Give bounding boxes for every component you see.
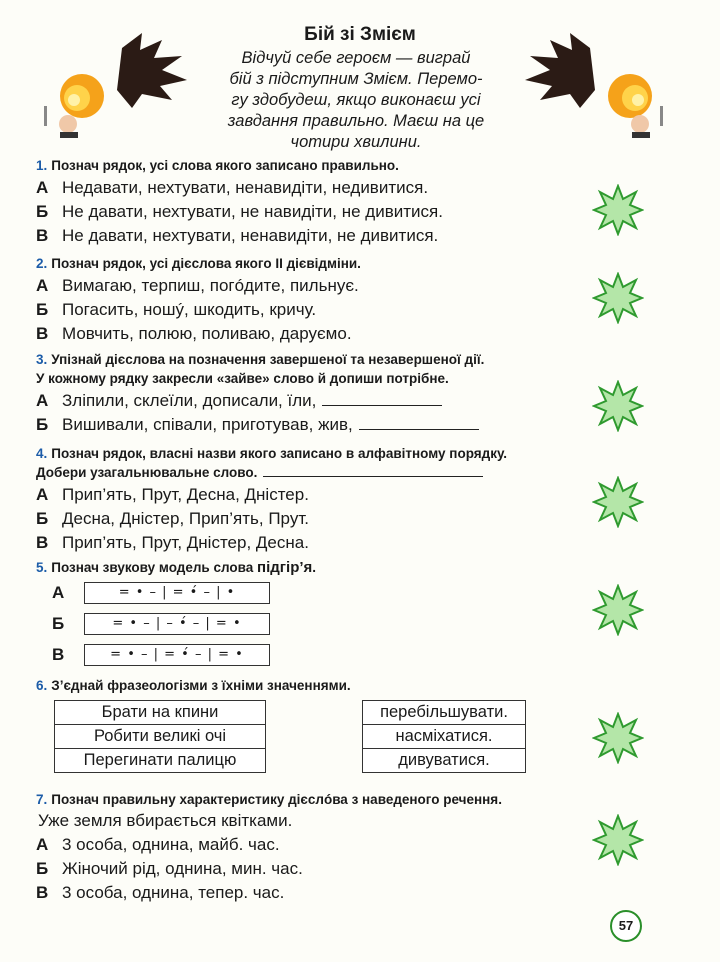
idiom-item[interactable]: Брати на кпини	[54, 700, 266, 725]
sound-model-box: = • – | – •́ – | = •	[84, 613, 270, 635]
meaning-item[interactable]: насміхатися.	[362, 725, 526, 749]
star-burst-icon[interactable]	[592, 712, 644, 764]
task-4	[36, 444, 596, 554]
option-a[interactable]: А 3 особа, однина, майб. час.	[36, 835, 280, 854]
idioms-column	[54, 700, 266, 773]
idiom-item[interactable]: Робити великі очі	[54, 725, 266, 749]
task-heading: 7. Познач правильну характеристику дієслóва з наведеного речення.	[36, 792, 502, 807]
option-c[interactable]: В Мовчить, полюю, поливаю, даруємо.	[36, 324, 352, 343]
star-burst-icon[interactable]	[592, 814, 644, 866]
meaning-item[interactable]: дивуватися.	[362, 749, 526, 773]
task-heading: 3. Упізнай дієслова на позначення завершеної та незавершеної дії.	[36, 352, 485, 367]
task-6	[36, 676, 596, 695]
option-a[interactable]: А Недавати, нехтувати, ненавидіти, недивитися.	[36, 178, 429, 197]
option-b[interactable]: Б Десна, Дністер, Прип’ять, Прут.	[36, 509, 309, 528]
star-burst-icon[interactable]	[592, 272, 644, 324]
task-heading: 1. Познач рядок, усі слова якого записано правильно.	[36, 158, 399, 173]
task-2	[36, 254, 596, 345]
option-c[interactable]: В Не давати, нехтувати, ненавидіти, не дивитися.	[36, 226, 439, 245]
option-a[interactable]: А Прип’ять, Прут, Десна, Дністер.	[36, 485, 309, 504]
task-3	[36, 350, 596, 436]
task-7	[36, 790, 596, 904]
example-sentence: Уже земля вбирається квітками.	[38, 811, 293, 830]
page-title: Бій зі Змієм	[304, 24, 416, 45]
option-b: Б Вишивали, співали, приготував, жив,	[36, 413, 596, 436]
task-5	[36, 558, 596, 577]
task-1	[36, 156, 596, 247]
star-burst-icon[interactable]	[592, 184, 644, 236]
meanings-column	[362, 700, 526, 773]
sound-model-box: = • – | = •́ – | •	[84, 582, 270, 604]
task-heading-line-2: У кожному рядку закресли «зайве» слово й допиши потрібне.	[36, 371, 449, 386]
task-heading: 6. З’єднай фразеологізми з їхніми значеннями.	[36, 678, 351, 693]
sound-model-box: = • – | = •́ – | = •	[84, 644, 270, 666]
intro-text: Відчуй себе героєм — виграй бій з підступним Змієм. Перемо- гу здобудеш, якщо виконаєш усі завдання правильно. Маєш на це чотири хвилини.	[227, 49, 485, 151]
option-b[interactable]: Б Жіночий рід, однина, мин. час.	[36, 859, 303, 878]
meaning-item[interactable]: перебільшувати.	[362, 700, 526, 725]
page-number: 57	[610, 910, 642, 942]
answer-blank[interactable]	[263, 464, 483, 477]
option-c[interactable]: В 3 особа, однина, тепер. час.	[36, 883, 285, 902]
option-a: А Зліпили, склеїли, дописали, їли,	[36, 389, 596, 412]
option-b[interactable]: Б Не давати, нехтувати, не навидіти, не дивитися.	[36, 202, 443, 221]
dragon-illustration-left	[22, 28, 202, 138]
option-c[interactable]: В Прип’ять, Прут, Дністер, Десна.	[36, 533, 309, 552]
idiom-item[interactable]: Перегинати палицю	[54, 749, 266, 773]
star-burst-icon[interactable]	[592, 584, 644, 636]
task-heading: 4. Познач рядок, власні назви якого записано в алфавітному порядку.	[36, 446, 508, 461]
option-b[interactable]: Б Погасить, ношý, шкодить, кричу.	[36, 300, 317, 319]
answer-blank[interactable]	[359, 417, 479, 430]
dragon-illustration-right	[510, 28, 690, 138]
task-heading: 5. Познач звукову модель слова підгір’я.	[36, 559, 317, 576]
task-heading: 2. Познач рядок, усі дієслова якого II дієвідміни.	[36, 256, 361, 271]
answer-blank[interactable]	[322, 393, 442, 406]
task-heading-line-2: Добери узагальнювальне слово.	[36, 463, 596, 482]
star-burst-icon[interactable]	[592, 380, 644, 432]
star-burst-icon[interactable]	[592, 476, 644, 528]
option-a[interactable]: А Вимагаю, терпиш, погóдите, пильнує.	[36, 276, 359, 295]
